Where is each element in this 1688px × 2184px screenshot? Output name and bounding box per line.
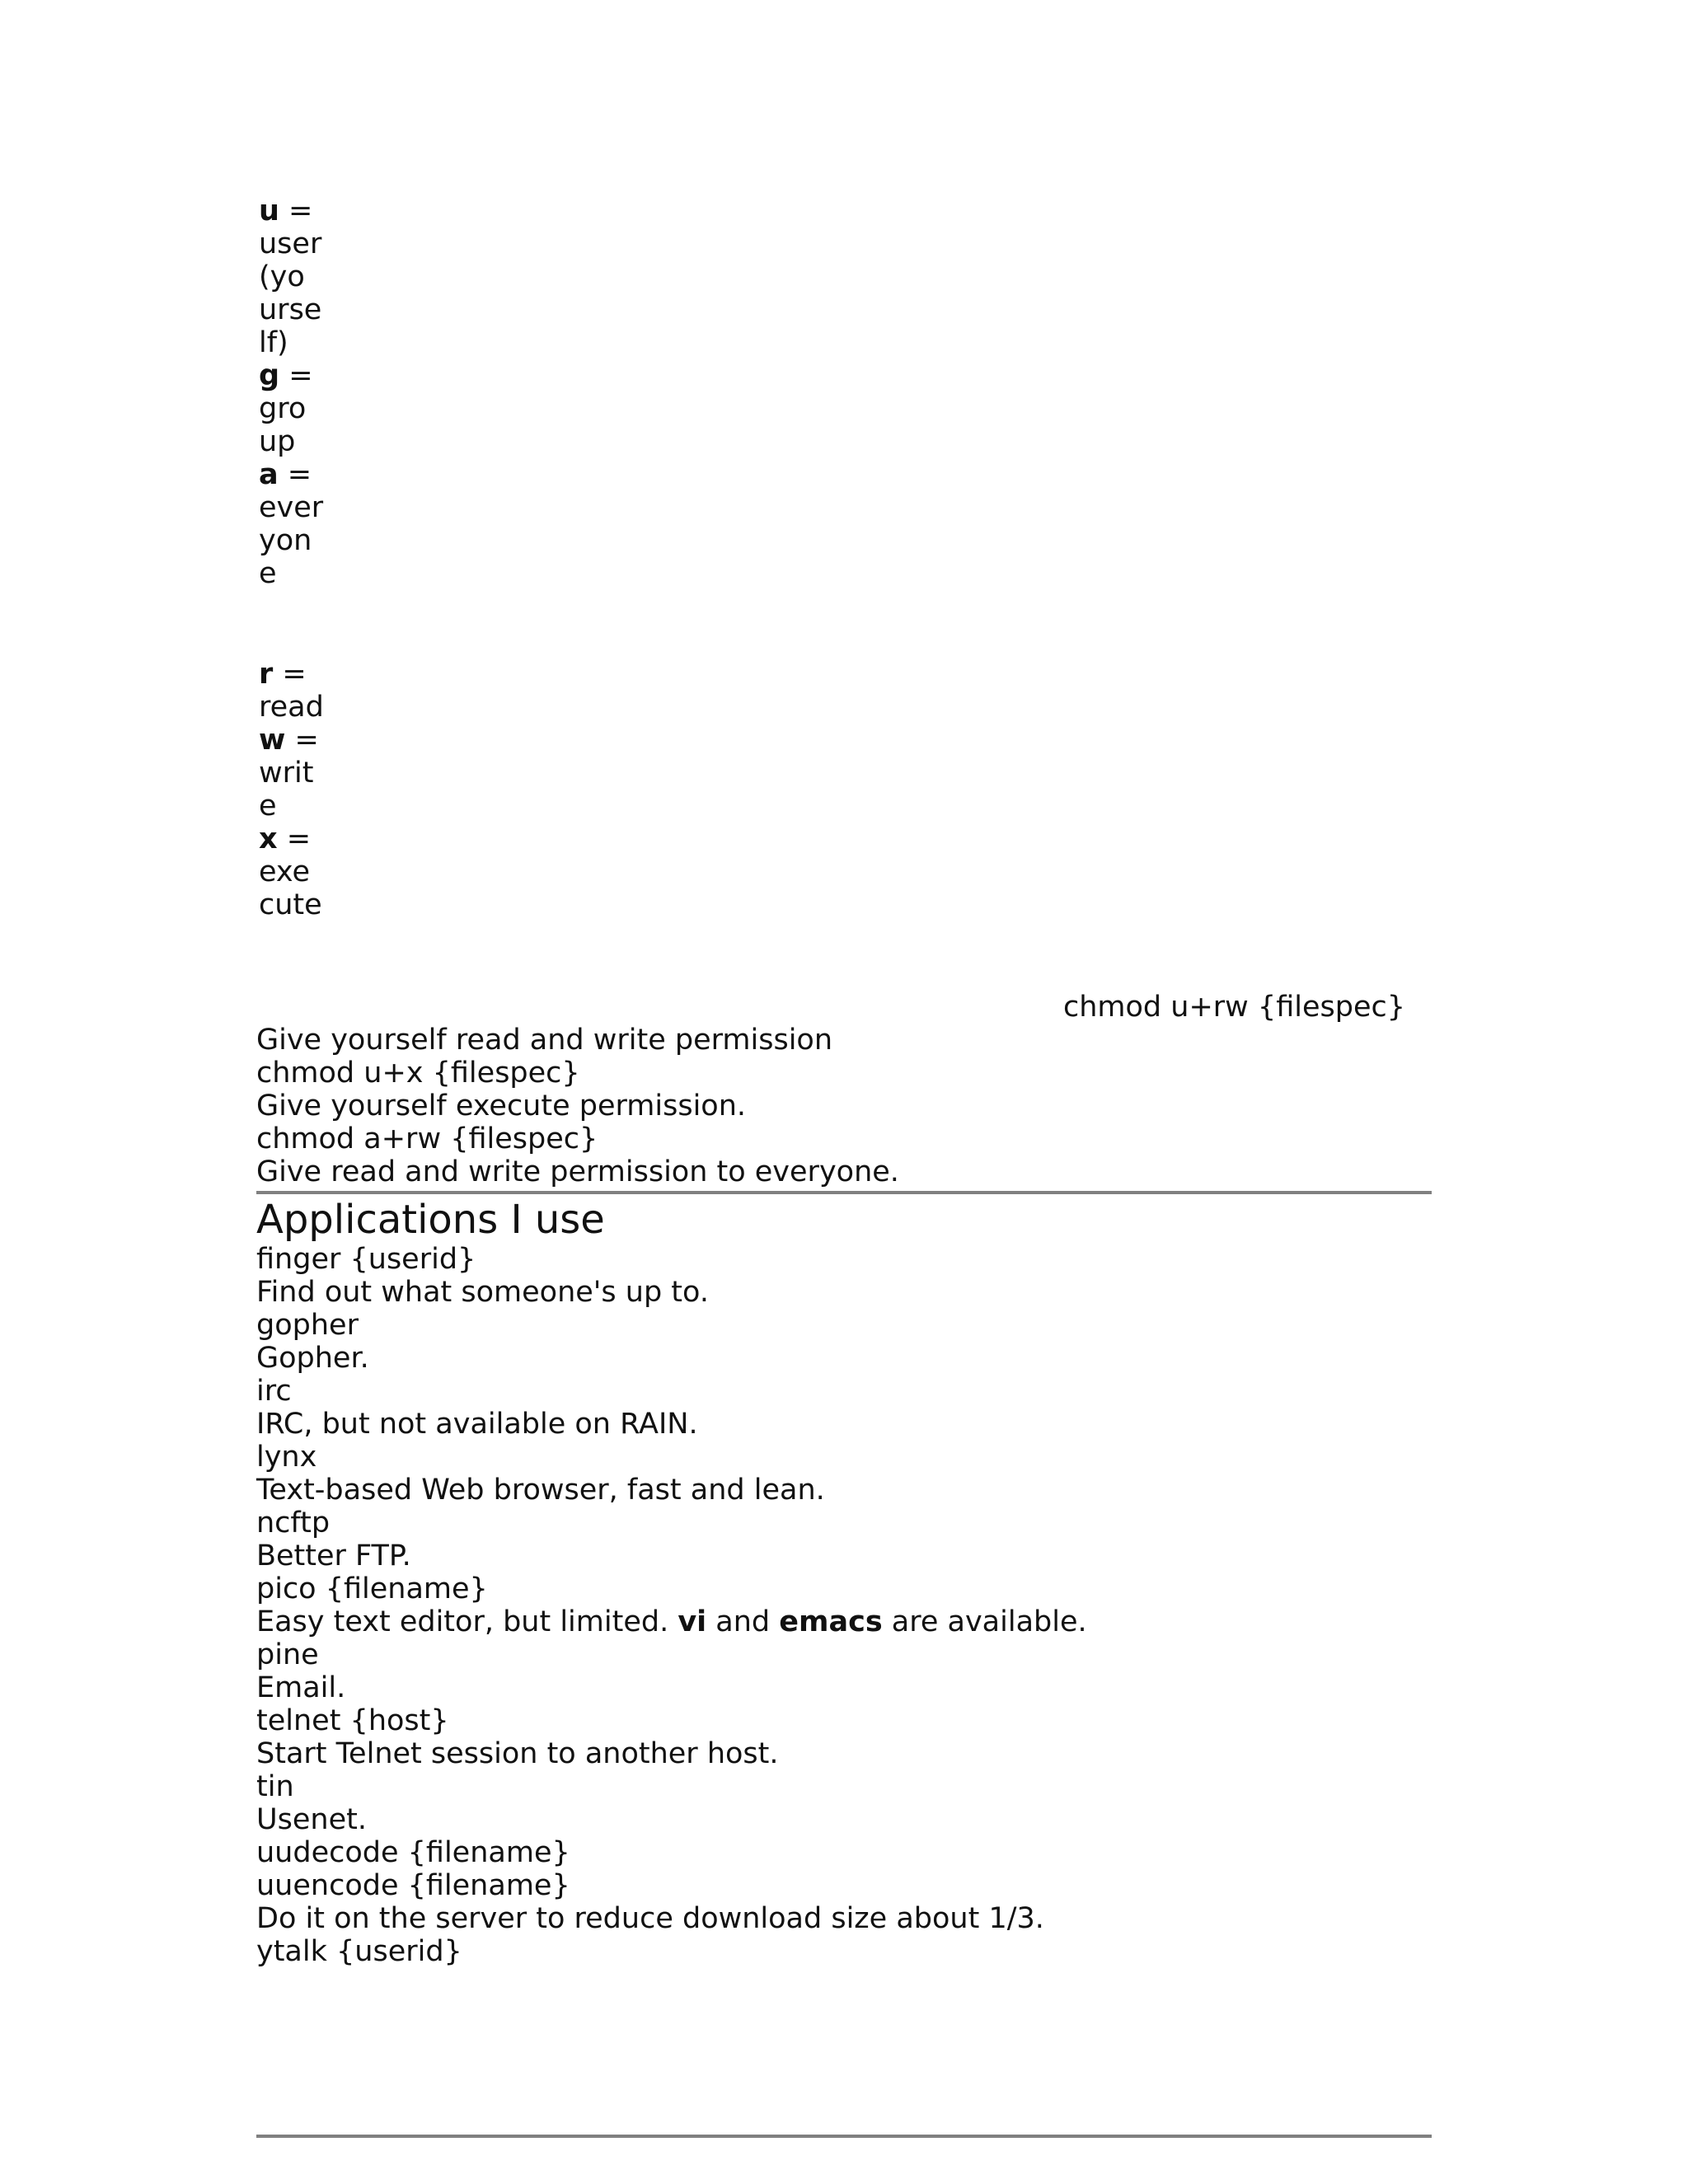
vi-name: vi bbox=[678, 1605, 707, 1638]
app-line: ncftp bbox=[256, 1507, 331, 1540]
perm-g-text: up bbox=[259, 425, 296, 458]
section-heading-applications: Applications I use bbox=[256, 1197, 605, 1243]
perm-u-text: lf) bbox=[259, 326, 288, 359]
perm-x-line bbox=[259, 823, 333, 855]
perm-w-text: e bbox=[259, 790, 277, 823]
app-line: Find out what someone's up to. bbox=[256, 1276, 709, 1309]
pico-description bbox=[256, 1605, 1087, 1638]
perm-x-text: exe bbox=[259, 855, 311, 888]
perm-r-text: read bbox=[259, 691, 324, 724]
perm-g-eq: = bbox=[279, 359, 313, 392]
perm-r-eq: = bbox=[273, 658, 307, 691]
chmod-line: chmod a+rw {filespec} bbox=[256, 1122, 598, 1155]
app-line: pico {filename} bbox=[256, 1572, 488, 1605]
perm-a-eq: = bbox=[278, 458, 312, 491]
app-line: Start Telnet session to another host. bbox=[256, 1737, 779, 1770]
perm-u-text: urse bbox=[259, 293, 322, 326]
chmod-line: Give read and write permission to everyone. bbox=[256, 1155, 899, 1188]
perm-a-text: yon bbox=[259, 524, 312, 557]
app-line: finger {userid} bbox=[256, 1243, 476, 1276]
permission-who-list bbox=[259, 194, 333, 590]
app-line: tin bbox=[256, 1770, 294, 1803]
pico-desc-text: and bbox=[706, 1605, 780, 1638]
perm-w-text: writ bbox=[259, 757, 314, 790]
chmod-line: chmod u+x {filespec} bbox=[256, 1057, 580, 1090]
perm-x-eq: = bbox=[277, 823, 312, 855]
applications-list bbox=[256, 1243, 1087, 1968]
permission-what-list bbox=[259, 658, 333, 921]
perm-g-key: g bbox=[259, 359, 280, 392]
app-line: Gopher. bbox=[256, 1342, 369, 1375]
perm-w-line bbox=[259, 724, 333, 757]
horizontal-rule bbox=[256, 1191, 1432, 1194]
perm-r-key: r bbox=[259, 658, 274, 691]
perm-x-text: cute bbox=[259, 888, 322, 921]
app-line: pine bbox=[256, 1638, 319, 1671]
pico-desc-text: are available. bbox=[882, 1605, 1087, 1638]
perm-u-text: (yo bbox=[259, 260, 305, 293]
app-line: Better FTP. bbox=[256, 1540, 411, 1572]
app-line: gopher bbox=[256, 1309, 359, 1342]
app-line: lynx bbox=[256, 1441, 317, 1474]
app-line: telnet {host} bbox=[256, 1704, 449, 1737]
perm-a-key: a bbox=[259, 458, 279, 491]
perm-r-line bbox=[259, 658, 333, 691]
chmod-line: Give yourself execute permission. bbox=[256, 1090, 747, 1122]
app-line: uudecode {filename} bbox=[256, 1836, 570, 1869]
app-line: Email. bbox=[256, 1671, 346, 1704]
perm-a-text: ever bbox=[259, 491, 324, 524]
chmod-line: Give yourself read and write permission bbox=[256, 1024, 833, 1057]
perm-w-eq: = bbox=[285, 724, 319, 757]
perm-u-text: user bbox=[259, 227, 322, 260]
horizontal-rule bbox=[256, 2135, 1432, 2138]
pico-desc-text: Easy text editor, but limited. bbox=[256, 1605, 678, 1638]
perm-u-eq: = bbox=[279, 194, 313, 227]
app-line: uuencode {filename} bbox=[256, 1869, 570, 1902]
app-line: IRC, but not available on RAIN. bbox=[256, 1408, 698, 1441]
app-line: ytalk {userid} bbox=[256, 1935, 462, 1968]
emacs-name: emacs bbox=[779, 1605, 883, 1638]
app-line: irc bbox=[256, 1375, 292, 1408]
chmod-examples bbox=[256, 1024, 899, 1188]
app-line: Do it on the server to reduce download size about 1/3. bbox=[256, 1902, 1044, 1935]
perm-u-key: u bbox=[259, 194, 279, 227]
perm-x-key: x bbox=[259, 823, 278, 855]
perm-a-line bbox=[259, 458, 333, 491]
app-line: Text-based Web browser, fast and lean. bbox=[256, 1474, 825, 1507]
perm-w-key: w bbox=[259, 724, 286, 757]
chmod-first-command: chmod u+rw {filespec} bbox=[1063, 991, 1405, 1024]
perm-g-text: gro bbox=[259, 392, 307, 425]
perm-u-line bbox=[259, 194, 333, 227]
perm-a-text: e bbox=[259, 557, 277, 590]
perm-g-line bbox=[259, 359, 333, 392]
app-line: Usenet. bbox=[256, 1803, 367, 1836]
